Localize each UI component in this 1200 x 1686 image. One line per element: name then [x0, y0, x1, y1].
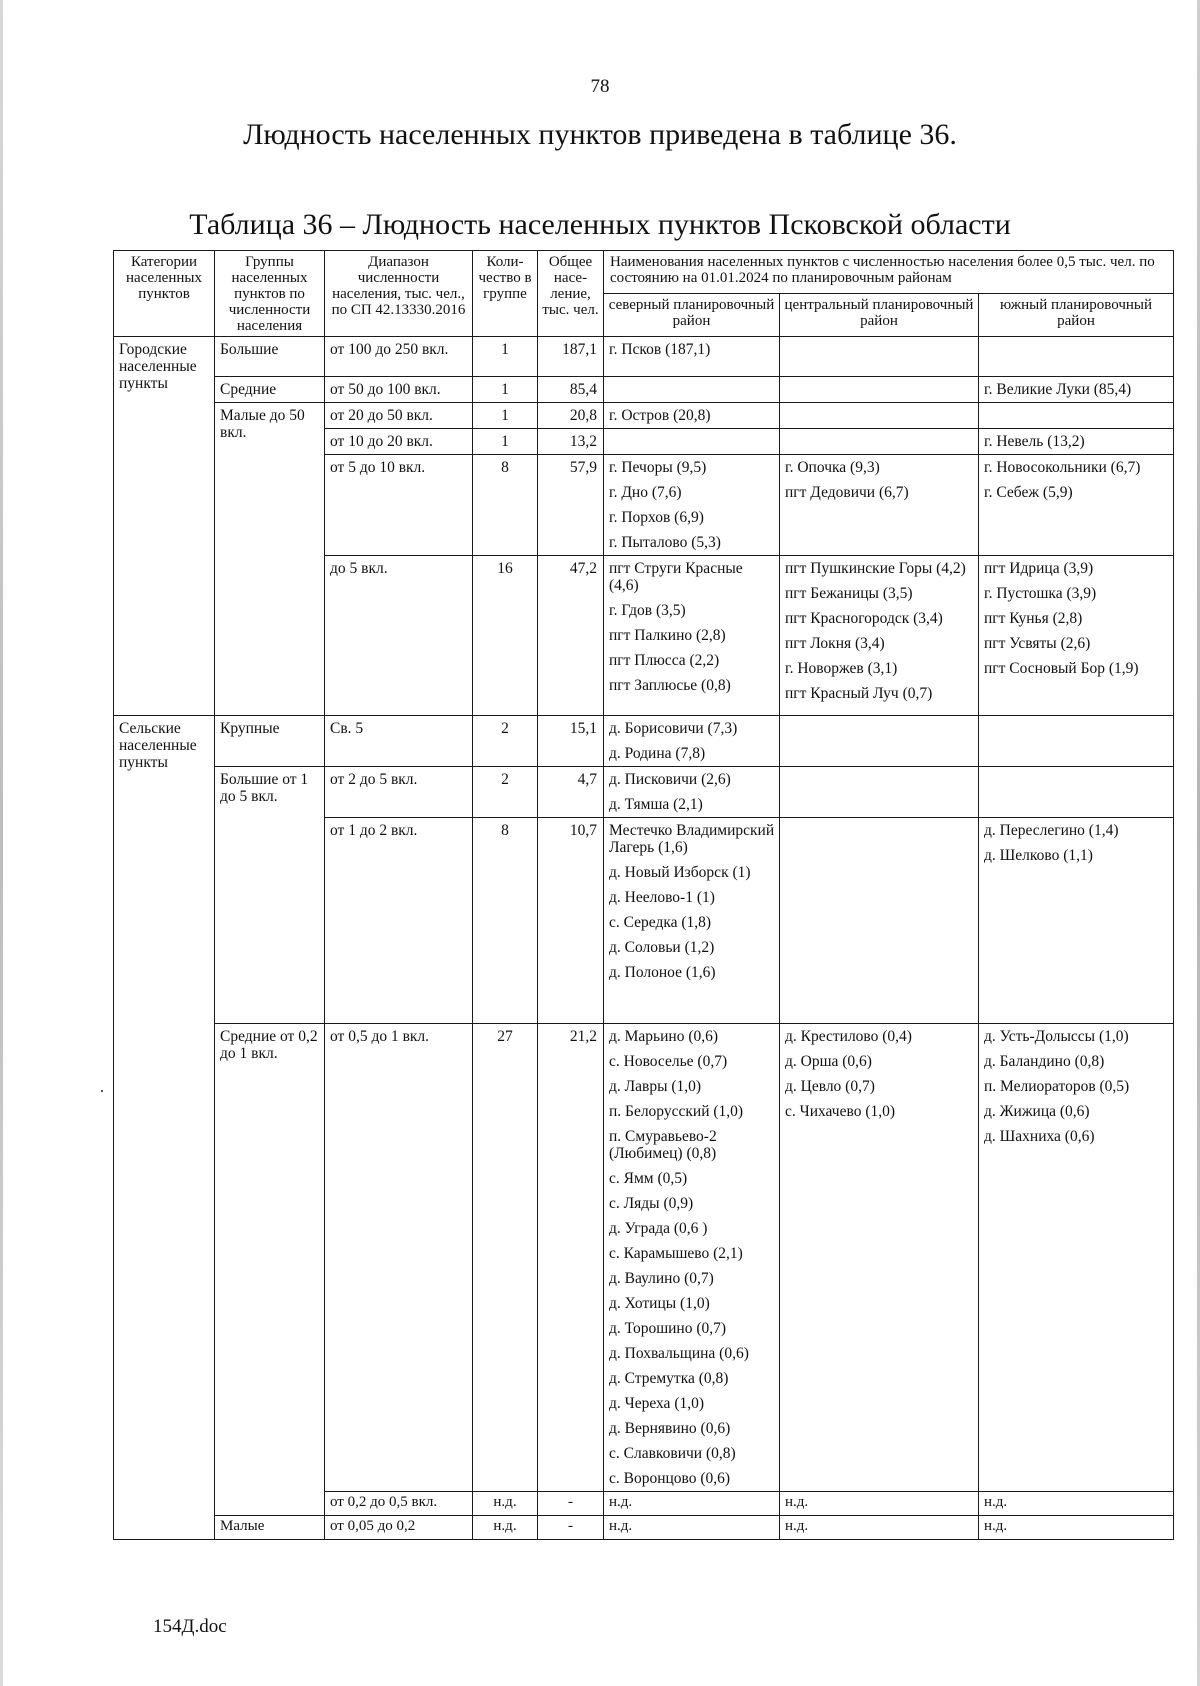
table-row: [114, 403, 1174, 429]
settlement-entry: д. Переслегино (1,4): [984, 822, 1119, 839]
settlement-entry: д. Неелово-1 (1): [609, 889, 715, 906]
settlement-entry: д. Стремутка (0,8): [609, 1370, 729, 1387]
settlement-entry: н.д.: [984, 1518, 1008, 1534]
settlement-entry: пгт Плюсса (2,2): [609, 652, 720, 669]
total-cell: 4,7: [538, 767, 604, 818]
settlements-central-cell: [780, 767, 979, 818]
count-cell: 8: [473, 455, 538, 556]
settlements-central-cell: [780, 377, 979, 403]
page-number: 78: [590, 76, 610, 97]
settlement-entry: пгт Кунья (2,8): [984, 610, 1083, 627]
count-cell: 1: [473, 377, 538, 403]
settlements-central-cell: [780, 716, 979, 767]
settlement-entry: пгт Пушкинские Горы (4,2): [785, 560, 966, 577]
settlements-central-cell: [780, 403, 979, 429]
total-cell: 85,4: [538, 377, 604, 403]
settlement-entry: д. Орша (0,6): [785, 1053, 872, 1070]
settlement-entry: д. Торошино (0,7): [609, 1320, 727, 1337]
settlement-entry: д. Соловьи (1,2): [609, 939, 715, 956]
settlements-north-cell: [604, 556, 780, 716]
settlements-north-cell: [604, 1516, 780, 1540]
total-cell: -: [538, 1516, 604, 1540]
settlement-entry: с. Чихачево (1,0): [785, 1103, 896, 1120]
settlement-entry: д. Тямша (2,1): [609, 796, 703, 813]
settlement-entry: г. Великие Луки (85,4): [984, 381, 1132, 398]
header-south: южный планировочный район: [979, 294, 1174, 337]
settlement-entry: д. Похвальщина (0,6): [609, 1345, 749, 1362]
range-cell: от 0,5 до 1 вкл.: [325, 1024, 473, 1492]
settlements-north-cell: [604, 429, 780, 455]
count-cell: 1: [473, 337, 538, 377]
settlement-entry: д. Писковичи (2,6): [609, 771, 731, 788]
table-row: [114, 1516, 1174, 1540]
group-cell: Крупные: [215, 716, 325, 767]
settlements-south-cell: [979, 377, 1174, 403]
settlement-entry: пгт Палкино (2,8): [609, 627, 726, 644]
settlement-entry: пгт Струги Красные (4,6): [609, 560, 743, 594]
scan-speck: [101, 1090, 103, 1092]
header-group: Группы населенных пунктов по численности населения: [215, 251, 325, 337]
range-cell: от 1 до 2 вкл.: [325, 818, 473, 1024]
count-cell: 1: [473, 429, 538, 455]
settlement-entry: с. Ямм (0,5): [609, 1170, 688, 1187]
settlements-north-cell: [604, 818, 780, 1024]
settlements-central-cell: [780, 556, 979, 716]
total-cell: 47,2: [538, 556, 604, 716]
group-cell: Большие от 1 до 5 вкл.: [215, 767, 325, 1024]
settlements-central-cell: [780, 1516, 979, 1540]
count-cell: 1: [473, 403, 538, 429]
category-cell: Сельские населенные пункты: [114, 716, 215, 1540]
settlement-entry: г. Дно (7,6): [609, 484, 682, 501]
total-cell: -: [538, 1492, 604, 1516]
settlement-entry: пгт Усвяты (2,6): [984, 635, 1091, 652]
count-cell: 2: [473, 767, 538, 818]
settlement-entry: д. Борисовичи (7,3): [609, 720, 738, 737]
settlement-entry: пгт Бежаницы (3,5): [785, 585, 913, 602]
settlement-entry: г. Опочка (9,3): [785, 459, 880, 476]
table-row: [114, 377, 1174, 403]
settlement-entry: н.д.: [785, 1518, 809, 1534]
settlement-entry: д. Шахниха (0,6): [984, 1128, 1095, 1145]
settlements-central-cell: [780, 818, 979, 1024]
header-central: центральный планировочный район: [780, 294, 979, 337]
settlement-entry: п. Смуравьево-2 (Любимец) (0,8): [609, 1128, 717, 1162]
settlement-entry: г. Пыталово (5,3): [609, 534, 721, 551]
settlements-south-cell: [979, 455, 1174, 556]
header-count: Коли-чество в группе: [473, 251, 538, 337]
group-cell: Средние от 0,2 до 1 вкл.: [215, 1024, 325, 1516]
settlement-entry: д. Цевло (0,7): [785, 1078, 875, 1095]
settlements-north-cell: [604, 337, 780, 377]
group-cell: Большие: [215, 337, 325, 377]
range-cell: от 0,05 до 0,2: [325, 1516, 473, 1540]
settlements-north-cell: [604, 716, 780, 767]
table-header: [114, 251, 1174, 337]
settlement-entry: с. Середка (1,8): [609, 914, 712, 931]
total-cell: 15,1: [538, 716, 604, 767]
settlement-entry: д. Череха (1,0): [609, 1395, 705, 1412]
settlement-entry: г. Печоры (9,5): [609, 459, 707, 476]
total-cell: 20,8: [538, 403, 604, 429]
settlement-entry: д. Лавры (1,0): [609, 1078, 702, 1095]
range-cell: до 5 вкл.: [325, 556, 473, 716]
settlement-entry: д. Жижица (0,6): [984, 1103, 1090, 1120]
settlements-north-cell: [604, 403, 780, 429]
total-cell: 13,2: [538, 429, 604, 455]
file-name-footer: 154Д.doc: [153, 1616, 227, 1637]
settlements-south-cell: [979, 1024, 1174, 1492]
settlement-entry: д. Марьино (0,6): [609, 1028, 719, 1045]
total-cell: 10,7: [538, 818, 604, 1024]
table-body: [114, 337, 1174, 1540]
settlement-entry: д. Шелково (1,1): [984, 847, 1093, 864]
settlements-south-cell: [979, 556, 1174, 716]
total-cell: 187,1: [538, 337, 604, 377]
settlement-entry: г. Невель (13,2): [984, 433, 1085, 450]
settlements-south-cell: [979, 767, 1174, 818]
count-cell: 16: [473, 556, 538, 716]
range-cell: от 100 до 250 вкл.: [325, 337, 473, 377]
settlements-central-cell: [780, 1492, 979, 1516]
count-cell: 27: [473, 1024, 538, 1492]
settlement-entry: п. Мелиораторов (0,5): [984, 1078, 1130, 1095]
range-cell: от 20 до 50 вкл.: [325, 403, 473, 429]
scan-edge-left: [0, 0, 3, 1686]
intro-sentence: Людность населенных пунктов приведена в таблице 36.: [243, 118, 957, 151]
total-cell: 21,2: [538, 1024, 604, 1492]
range-cell: от 0,2 до 0,5 вкл.: [325, 1492, 473, 1516]
settlement-entry: г. Гдов (3,5): [609, 602, 686, 619]
header-north: северный планировочный район: [604, 294, 780, 337]
settlements-south-cell: [979, 1516, 1174, 1540]
settlement-entry: пгт Красный Луч (0,7): [785, 685, 933, 702]
settlement-entry: с. Новоселье (0,7): [609, 1053, 728, 1070]
range-cell: Св. 5: [325, 716, 473, 767]
settlements-north-cell: [604, 1492, 780, 1516]
settlements-central-cell: [780, 455, 979, 556]
header-category: Категории населенных пунктов: [114, 251, 215, 337]
settlement-entry: г. Псков (187,1): [609, 341, 711, 358]
settlements-north-cell: [604, 767, 780, 818]
settlement-entry: с. Ляды (0,9): [609, 1195, 694, 1212]
settlements-north-cell: [604, 1024, 780, 1492]
table-row: [114, 767, 1174, 818]
range-cell: от 10 до 20 вкл.: [325, 429, 473, 455]
settlement-entry: д. Ваулино (0,7): [609, 1270, 714, 1287]
settlement-entry: д. Усть-Долыссы (1,0): [984, 1028, 1129, 1045]
settlement-entry: пгт Сосновый Бор (1,9): [984, 660, 1139, 677]
settlements-central-cell: [780, 429, 979, 455]
count-cell: 8: [473, 818, 538, 1024]
settlement-entry: н.д.: [984, 1494, 1008, 1510]
settlement-entry: с. Карамышево (2,1): [609, 1245, 743, 1262]
settlement-entry: г. Себеж (5,9): [984, 484, 1073, 501]
settlement-entry: д. Хотицы (1,0): [609, 1295, 710, 1312]
settlement-entry: пгт Красногородск (3,4): [785, 610, 943, 627]
settlement-entry: пгт Идрица (3,9): [984, 560, 1094, 577]
settlements-south-cell: [979, 818, 1174, 1024]
settlement-entry: д. Родина (7,8): [609, 745, 706, 762]
settlement-entry: г. Порхов (6,9): [609, 509, 704, 526]
table-row: [114, 1024, 1174, 1492]
settlement-entry: пгт Дедовичи (6,7): [785, 484, 909, 501]
settlement-entry: г. Пустошка (3,9): [984, 585, 1097, 602]
settlement-entry: г. Остров (20,8): [609, 407, 711, 424]
settlement-entry: д. Уграда (0,6 ): [609, 1220, 708, 1237]
settlement-entry: д. Баландино (0,8): [984, 1053, 1105, 1070]
settlement-entry: н.д.: [785, 1494, 809, 1510]
total-cell: 57,9: [538, 455, 604, 556]
population-table: [113, 250, 1174, 1540]
settlement-entry: д. Новый Изборск (1): [609, 864, 751, 881]
table-row: [114, 337, 1174, 377]
settlements-south-cell: [979, 1492, 1174, 1516]
settlement-entry: пгт Локня (3,4): [785, 635, 885, 652]
table-caption: Таблица 36 – Людность населенных пунктов Псковской области: [189, 208, 1011, 241]
settlements-south-cell: [979, 337, 1174, 377]
category-cell: Городские населенные пункты: [114, 337, 215, 716]
settlements-central-cell: [780, 1024, 979, 1492]
count-cell: 2: [473, 716, 538, 767]
settlements-south-cell: [979, 429, 1174, 455]
settlement-entry: г. Новосокольники (6,7): [984, 459, 1141, 476]
count-cell: н.д.: [473, 1492, 538, 1516]
settlement-entry: н.д.: [609, 1494, 633, 1510]
count-cell: н.д.: [473, 1516, 538, 1540]
settlements-central-cell: [780, 337, 979, 377]
table-row: [114, 716, 1174, 767]
range-cell: от 2 до 5 вкл.: [325, 767, 473, 818]
settlements-north-cell: [604, 377, 780, 403]
header-names: Наименования населенных пунктов с численностью населения более 0,5 тыс. чел. по состоянию на 01.01.2024 по планировочным районам: [604, 251, 1174, 294]
settlements-north-cell: [604, 455, 780, 556]
settlements-south-cell: [979, 403, 1174, 429]
header-range: Диапазон численности населения, тыс. чел., по СП 42.13330.2016: [325, 251, 473, 337]
group-cell: Средние: [215, 377, 325, 403]
settlement-entry: Местечко Владимирский Лагерь (1,6): [609, 822, 775, 856]
settlement-entry: г. Новоржев (3,1): [785, 660, 898, 677]
range-cell: от 5 до 10 вкл.: [325, 455, 473, 556]
settlements-south-cell: [979, 716, 1174, 767]
group-cell: Малые до 50 вкл.: [215, 403, 325, 716]
settlement-entry: д. Крестилово (0,4): [785, 1028, 912, 1045]
settlement-entry: д. Полоное (1,6): [609, 964, 716, 981]
settlement-entry: с. Воронцово (0,6): [609, 1470, 731, 1487]
settlement-entry: п. Белорусский (1,0): [609, 1103, 744, 1120]
settlement-entry: н.д.: [609, 1518, 633, 1534]
header-total: Общее насе-ление, тыс. чел.: [538, 251, 604, 337]
settlement-entry: д. Вернявино (0,6): [609, 1420, 731, 1437]
range-cell: от 50 до 100 вкл.: [325, 377, 473, 403]
settlement-entry: с. Славковичи (0,8): [609, 1445, 736, 1462]
group-cell: Малые: [215, 1516, 325, 1540]
settlement-entry: пгт Заплюсье (0,8): [609, 677, 731, 694]
